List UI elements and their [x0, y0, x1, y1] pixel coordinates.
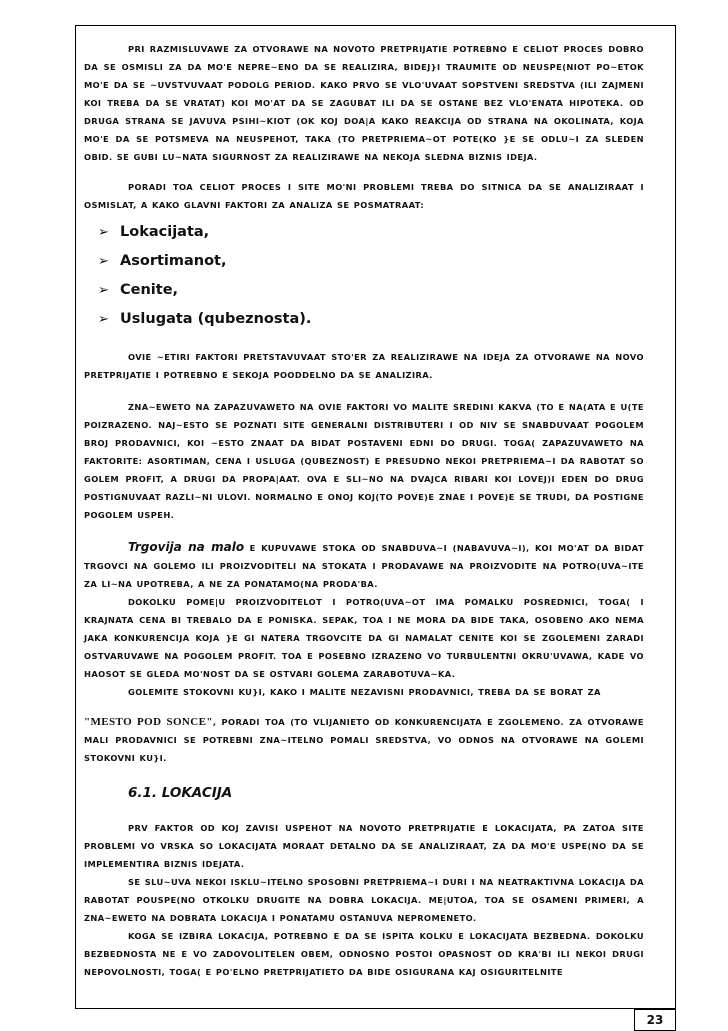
- document-body: [84, 40, 644, 981]
- paragraph-7: GOLEMITE STOKOVNI KU}I, KAKO I MALITE NEZAVISNI PRODAVNICI, TREBA DA SE BORAT ZA: [128, 687, 601, 697]
- page-number: 23: [634, 1009, 676, 1031]
- paragraph-11: KOGA SE IZBIRA LOKACIJA, POTREBNO E DA SE ISPITA KOLKU E LOKACIJATA BEZBEDNA. DOKOLKU BEZBEDNOSTA NE E VO ZADOVOLITELEN OBEM, ODNOSNO POSTOI OPASNOST OD KRA'BI ILI NEKOI DRUGI NEPOVOLNOSTI, TOGA( E PO'ELNO PRETPRIJATIETO DA BIDE OSIGURANA KAJ OSIGURITELNITE: [84, 931, 644, 977]
- paragraph-1: PRI RAZMISLUVAWE ZA OTVORAWE NA NOVOTO PRETPRIJATIE POTREBNO E CELIOT PROCES DOBRO DA SE OSMISLI ZA DA MO'E NEPRE~ENO DA SE REALIZIRA, BIDEJ}I TRAUMITE OD NEUSPE(NIOT PO~ETOK MO'E DA SE ~UVSTVUVAAT PODOLG PERIOD. KAKO PRVO SE VLO'UVAAT SOPSTVENI SREDSTVA (ILI ZAJMENI KOI TREBA DA SE VRATAT) KOI MO'AT DA SE ZAGUBAT ILI DA SE OSTANE BEZ VLO'ENATA HIPOTEKA. OD DRUGA STRANA SE JAVUVA PSIHI~KIOT (OK KOJ DOA|A KAKO REAKCIJA OD STRANA NA OKOLINATA, KOJA MO'E DA SE POTSMEVA NA NEUSPEHOT, TAKA (TO PRETPRIEMA~OT POTE(KO }E SE ODLU~I ZA SLEDEN OBID. SE GUBI LU~NATA SIGURNOST ZA REALIZIRAWE NA NEKOJA SLEDNA BIZNIS IDEJA.: [84, 44, 644, 162]
- paragraph-2: PORADI TOA CELIOT PROCES I SITE MO'NI PROBLEMI TREBA DO SITNICA DA SE ANALIZIRAAT I OSMISLAT, A KAKO GLAVNI FAKTORI ZA ANALIZA SE POSMATRAAT:: [84, 182, 644, 210]
- quote-text: "MESTO POD SONCE": [84, 716, 213, 728]
- paragraph-9: PRV FAKTOR OD KOJ ZAVISI USPEHOT NA NOVOTO PRETPRIJATIE E LOKACIJATA, PA ZATOA SITE PROBLEMI VO VRSKA SO LOKACIJATA MORAAT DETALNO DA SE ANALIZIRAAT, ZA DA MO'E USPE(NO DA SE IMPLEMENTIRA BIZNIS IDEJATA.: [84, 823, 644, 869]
- arrow-right-icon: ➢: [98, 225, 109, 240]
- list-item: ➢ Uslugata (qubeznosta).: [98, 305, 644, 334]
- arrow-right-icon: ➢: [98, 312, 109, 327]
- term-retail: Trgovija na malo: [128, 540, 245, 554]
- paragraph-3: OVIE ~ETIRI FAKTORI PRETSTAVUVAAT STO'ER ZA REALIZIRAWE NA IDEJA ZA OTVORAWE NA NOVO PRETPRIJATIE I POTREBNO E SEKOJA POODDELNO DA SE ANALIZIRA.: [84, 352, 644, 380]
- arrow-right-icon: ➢: [98, 254, 109, 269]
- list-item: ➢ Asortimanot,: [98, 247, 644, 276]
- list-item: ➢ Cenite,: [98, 276, 644, 305]
- paragraph-10: SE SLU~UVA NEKOI ISKLU~ITELNO SPOSOBNI PRETPRIEMA~I DURI I NA NEATRAKTIVNA LOKACIJA DA RABOTAT POUSPE(NO OTKOLKU DRUGITE NA DOBRA LOKACIJA. ME|UTOA, TOA SE OSAMENI PRIMERI, A ZNA~EWETO NA DOBRATA LOKACIJA I PONATAMU OSTANUVA NEPROMENETO.: [84, 877, 644, 923]
- paragraph-6: DOKOLKU POME|U PROIZVODITELOT I POTRO(UVA~OT IMA POMALKU POSREDNICI, TOGA( I KRAJNATA CENA BI TREBALO DA E PONISKA. SEPAK, TOA I NE MORA DA BIDE TAKA, OSOBENO AKO NEMA JAKA KONKURENCIJA KOJA }E GI NATERA TRGOVCITE DA GI NAMALAT CENITE KOI SE ZGOLEMENI ZARADI OSTVARUVAWE NA POGOLEM PROFIT. TOA E POSEBNO IZRAZENO VO TURBULENTNI OKRU'UVAWA, KADE VO HAOSOT SE GLEDA MO'NOST DA SE OSTVARI GOLEMA ZARABOTUVA~KA.: [84, 597, 644, 679]
- paragraph-8: "MESTO POD SONCE", PORADI TOA (TO VLIJANIETO OD KONKURENCIJATA E ZGOLEMENO. ZA OTVORAWE MALI PRODAVNICI SE POTREBNI ZNA~ITELNO POMALI SREDSTVA, VO ODNOS NA OTVORAWE NA GOLEMI STOKOVNI KU}I.: [84, 716, 644, 763]
- factor-list: [84, 218, 644, 334]
- section-heading: 6.1. LOKACIJA: [128, 785, 233, 801]
- paragraph-4: ZNA~EWETO NA ZAPAZUVAWETO NA OVIE FAKTORI VO MALITE SREDINI KAKVA (TO E NA(ATA E U(TE POIZRAZENO. NAJ~ESTO SE POZNATI SITE GENERALNI DISTRIBUTERI I OD NIV SE SNABDUVAAT POGOLEM BROJ PRODAVNICI, KOI ~ESTO ZNAAT DA BIDAT POSTAVENI EDNI DO DRUGI. TOGA( ZAPAZUVAWETO NA FAKTORITE: ASORTIMAN, CENA I USLUGA (QUBEZNOST) E PRESUDNO NEKOI PRETPRIEMA~I DA RABOTAT SO GOLEM PROFIT, A DRUGI DA PROPA|AAT. OVA E SLI~NO NA DVAJCA RIBARI KOI LOVEJ)I EDEN DO DRUG POSTIGNUVAAT RAZLI~NI ULOVI. NORMALNO E ONOJ KOJ(TO POVE)E ZNAE I POVE)E SE TRUDI, DA POSTIGNE POGOLEM USPEH.: [84, 402, 644, 520]
- list-item: ➢ Lokacijata,: [98, 218, 644, 247]
- arrow-right-icon: ➢: [98, 283, 109, 298]
- paragraph-5: Trgovija na malo E KUPUVAWE STOKA OD SNABDUVA~I (NABAVUVA~I), KOI MO'AT DA BIDAT TRGOVCI NA GOLEMO ILI PROIZVODITELI NA STOKATA I PRODAVAWE NA PROIZVODITE NA POTRO(UVA~ITE ZA LI~NA UPOTREBA, A NE ZA PONATAMO(NA PRODA'BA.: [84, 540, 644, 589]
